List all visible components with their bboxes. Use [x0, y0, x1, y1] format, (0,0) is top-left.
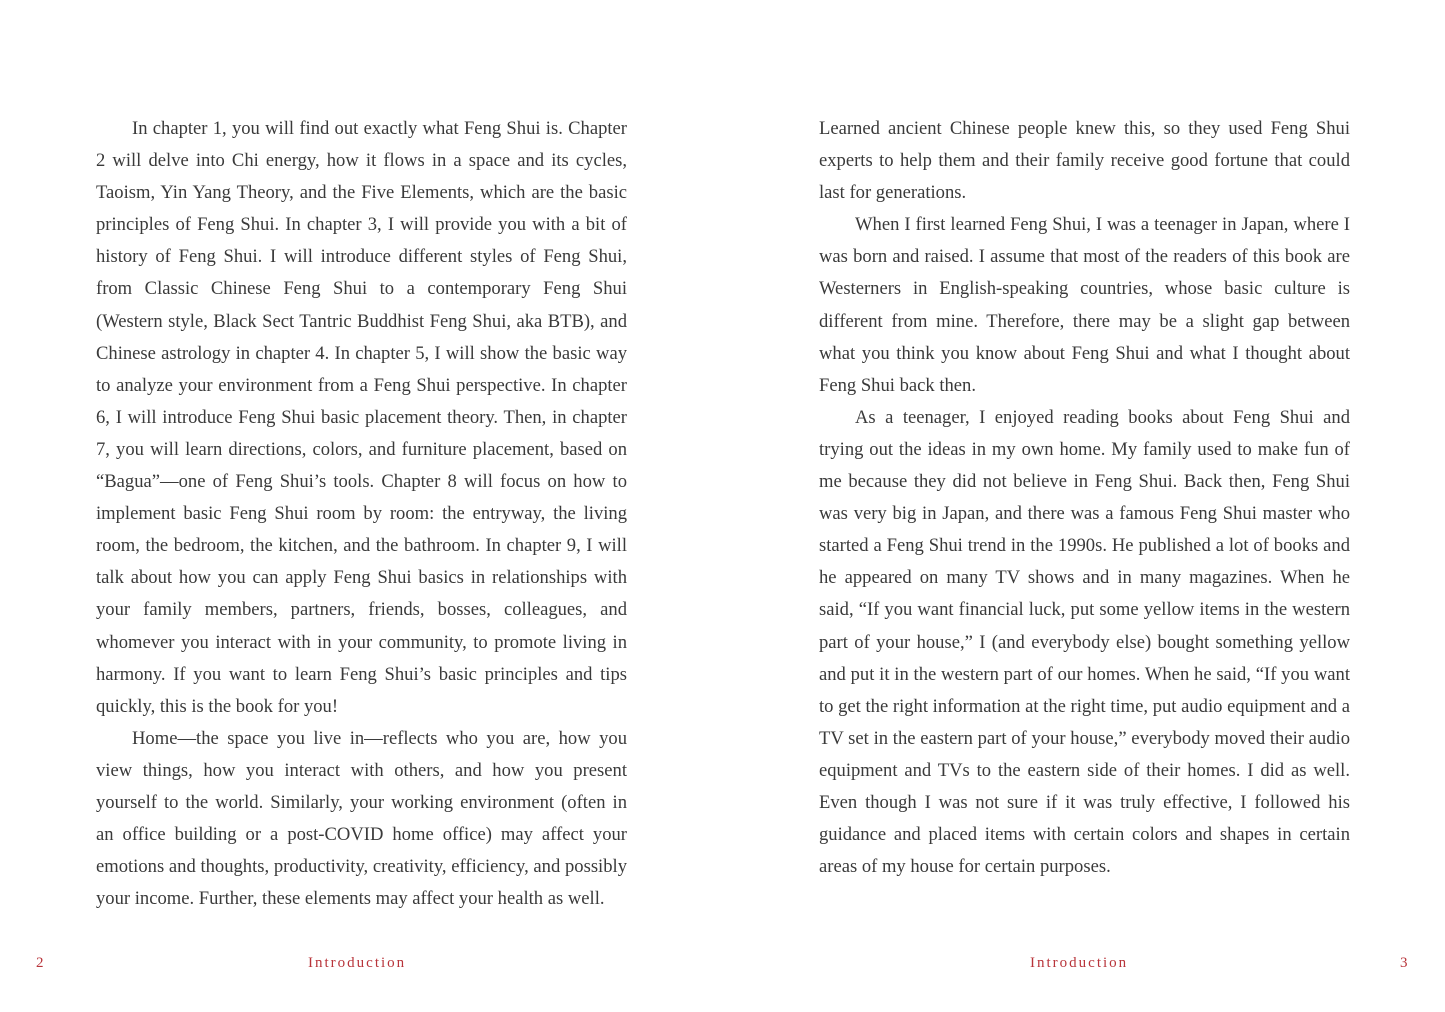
running-footer: Introduction: [308, 955, 407, 971]
left-page-body: [96, 113, 627, 915]
paragraph: When I first learned Feng Shui, I was a teenager in Japan, where I was born and raised. I assume that most of the readers of this book are Westerners in English-speaking countries, whose basic culture is different from mine. Therefore, there may be a slight gap between what you think you know about Feng Shui and what I thought about Feng Shui back then.: [819, 214, 1350, 396]
paragraph: As a teenager, I enjoyed reading books about Feng Shui and trying out the ideas in my own home. My family used to make fun of me because they did not believe in Feng Shui. Back then, Feng Shui was very big in Japan, and there was a famous Feng Shui master who started a Feng Shui trend in the 1990s. He published a lot of books and he appeared on many TV shows and in many magazines. When he said, “If you want financial luck, put some yellow items in the western part of your house,” I (and everybody else) bought something yellow and put it in the western part of our homes. When he said, “If you want to get the right information at the right time, put audio equipment and a TV set in the eastern part of your house,” everybody moved their audio equipment and TVs to the eastern side of their homes. I did as well. Even though I was not sure if it was truly effective, I followed his guidance and placed items with certain colors and shapes in certain areas of my house for certain purposes.: [819, 406, 1350, 878]
right-page: [722, 0, 1444, 1012]
paragraph: Home—the space you live in—reflects who you are, how you view things, how you interact with others, and how you present yourself to the world. Similarly, your working environment (often in an office building or a post-COVID home office) may affect your emotions and thoughts, productivity, creativity, efficiency, and possibly your income. Further, these elements may affect your health as well.: [96, 727, 627, 910]
paragraph: In chapter 1, you will find out exactly what Feng Shui is. Chapter 2 will delve into Chi energy, how it flows in a space and its cycles, Taoism, Yin Yang Theory, and the Five Elements, which are the basic principles of Feng Shui. In chapter 3, I will provide you with a bit of history of Feng Shui. I will introduce different styles of Feng Shui, from Classic Chinese Feng Shui to a contemporary Feng Shui (Western style, Black Sect Tantric Buddhist Feng Shui, aka BTB), and Chinese astrology in chapter 4. In chapter 5, I will show the basic way to analyze your environment from a Feng Shui perspective. In chapter 6, I will introduce Feng Shui basic placement theory. Then, in chapter 7, you will learn directions, colors, and furniture placement, based on “Bagua”—one of Feng Shui’s tools. Chapter 8 will focus on how to implement basic Feng Shui room by room: the entryway, the living room, the bedroom, the kitchen, and the bathroom. In chapter 9, I will talk about how you can apply Feng Shui basics in relationships with your family members, partners, friends, bosses, colleagues, and whomever you interact with in your community, to promote living in harmony. If you want to learn Feng Shui’s basic principles and tips quickly, this is the book for you!: [96, 118, 627, 717]
running-footer: Introduction: [1030, 955, 1129, 971]
page-number: 2: [36, 955, 44, 971]
right-page-body: [819, 113, 1350, 883]
page-number: 3: [1400, 955, 1408, 971]
left-page: [0, 0, 722, 1012]
paragraph: Learned ancient Chinese people knew this, so they used Feng Shui experts to help them and their family receive good fortune that could last for generations.: [819, 118, 1350, 204]
